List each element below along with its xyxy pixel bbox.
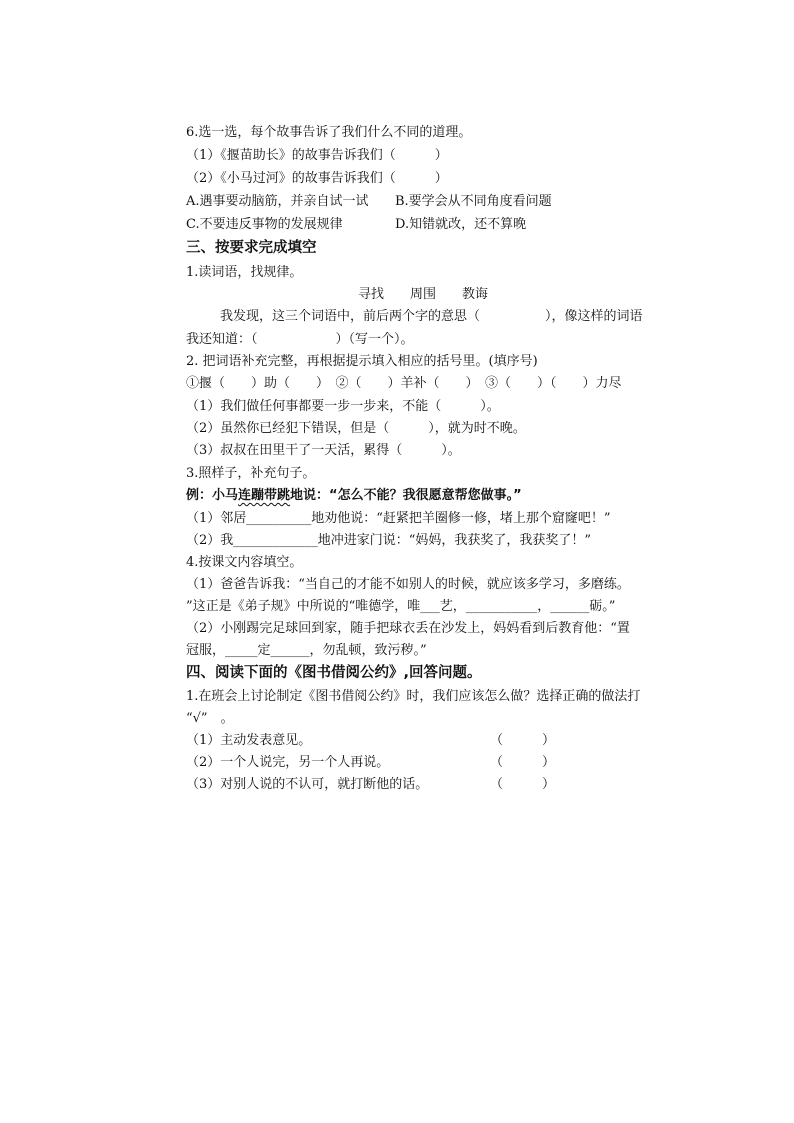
s4-item-1-text: （1）主动发表意见。 bbox=[186, 733, 312, 748]
s3-q2-sentence-2: （2）虽然你已经犯下错误，但是（ ），就为时不晚。 bbox=[186, 421, 526, 436]
s3-q1-line2: 我还知道：（ ）（写一个）。 bbox=[186, 332, 414, 347]
q6-option-c: C.不要违反事物的发展规律 bbox=[186, 217, 343, 232]
q6-option-d: D.知错就改，还不算晚 bbox=[395, 217, 527, 232]
s3-q4-title: 4.按课文内容填空。 bbox=[186, 555, 303, 570]
section-3-heading: 三、按要求完成填空 bbox=[186, 240, 317, 256]
s3-q4-s2-line2: 冠服，_____定______，勿乱顿，致污秽。” bbox=[186, 643, 427, 658]
s4-q1-line2: “√” 。 bbox=[186, 711, 234, 726]
s3-q4-s1-line2: ”这正是《弟子规》中所说的“唯德学，唯___艺，___________，______砺。” bbox=[186, 599, 616, 614]
s3-q3-title: 3.照样子，补充句子。 bbox=[186, 466, 316, 481]
s3-q3-sentence-1: （1）邻居__________地劝他说：“赶紧把羊圈修一修，堵上那个窟窿吧！” bbox=[186, 511, 611, 526]
q6-option-b: B.要学会从不同角度看问题 bbox=[395, 194, 552, 209]
s4-item-1-blank[interactable]: （ ） bbox=[490, 733, 556, 748]
s3-q1-words: 寻找 周围 教诲 bbox=[358, 287, 489, 302]
q6-sub1: （1）《揠苗助长》的故事告诉我们（ ） bbox=[186, 148, 448, 163]
q6-title: 6.选一选，每个故事告诉了我们什么不同的道理。 bbox=[186, 125, 472, 140]
q6-sub2: （2）《小马过河》的故事告诉我们（ ） bbox=[186, 171, 448, 186]
section-4-heading: 四、阅读下面的《图书借阅公约》,回答问题。 bbox=[186, 665, 482, 681]
q6-option-a: A.遇事要动脑筋，并亲自试一试 bbox=[186, 194, 369, 209]
s3-q1-line1: 我发现，这三个词语中，前后两个字的意思（ ），像这样的词语 bbox=[220, 309, 643, 324]
s3-q2-words: ①揠（ ）助（ ） ②（ ）羊补（ ） ③（ ）（ ）力尽 bbox=[186, 376, 622, 391]
s4-item-2-blank[interactable]: （ ） bbox=[490, 755, 556, 770]
s3-q3-example bbox=[186, 487, 522, 505]
s3-q2-sentence-3: （3）叔叔在田里干了一天活，累得（ ）。 bbox=[186, 443, 461, 458]
example-prefix: 例：小马 bbox=[186, 488, 239, 503]
s4-item-3-text: （3）对别人说的不认可，就打断他的话。 bbox=[186, 777, 429, 792]
example-suffix: 地说：“怎么不能？我很愿意帮您做事。” bbox=[290, 488, 522, 503]
s4-q1-line1: 1.在班会上讨论制定《图书借阅公约》时，我们应该怎么做？选择正确的做法打 bbox=[186, 689, 641, 704]
s3-q1-title: 1.读词语，找规律。 bbox=[186, 265, 303, 280]
s4-item-3-blank[interactable]: （ ） bbox=[490, 777, 556, 792]
s3-q3-sentence-2: （2）我_____________地冲进家门说：“妈妈，我获奖了，我获奖了！” bbox=[186, 533, 592, 548]
s4-item-2-text: （2）一个人说完，另一个人再说。 bbox=[186, 755, 390, 770]
s3-q2-sentence-1: （1）我们做任何事都要一步一步来，不能（ ）。 bbox=[186, 399, 500, 414]
example-underlined-word: 连蹦带跳 bbox=[238, 488, 291, 503]
s3-q4-s1-line1: （1）爸爸告诉我：“当自己的才能不如别人的时候，就应该多学习，多磨练。 bbox=[186, 577, 630, 592]
s3-q2-title: 2. 把词语补充完整，再根据提示填入相应的括号里。(填序号) bbox=[186, 354, 538, 369]
s3-q4-s2-line1: （2）小刚踢完足球回到家，随手把球衣丢在沙发上，妈妈看到后教育他：“置 bbox=[186, 621, 630, 636]
